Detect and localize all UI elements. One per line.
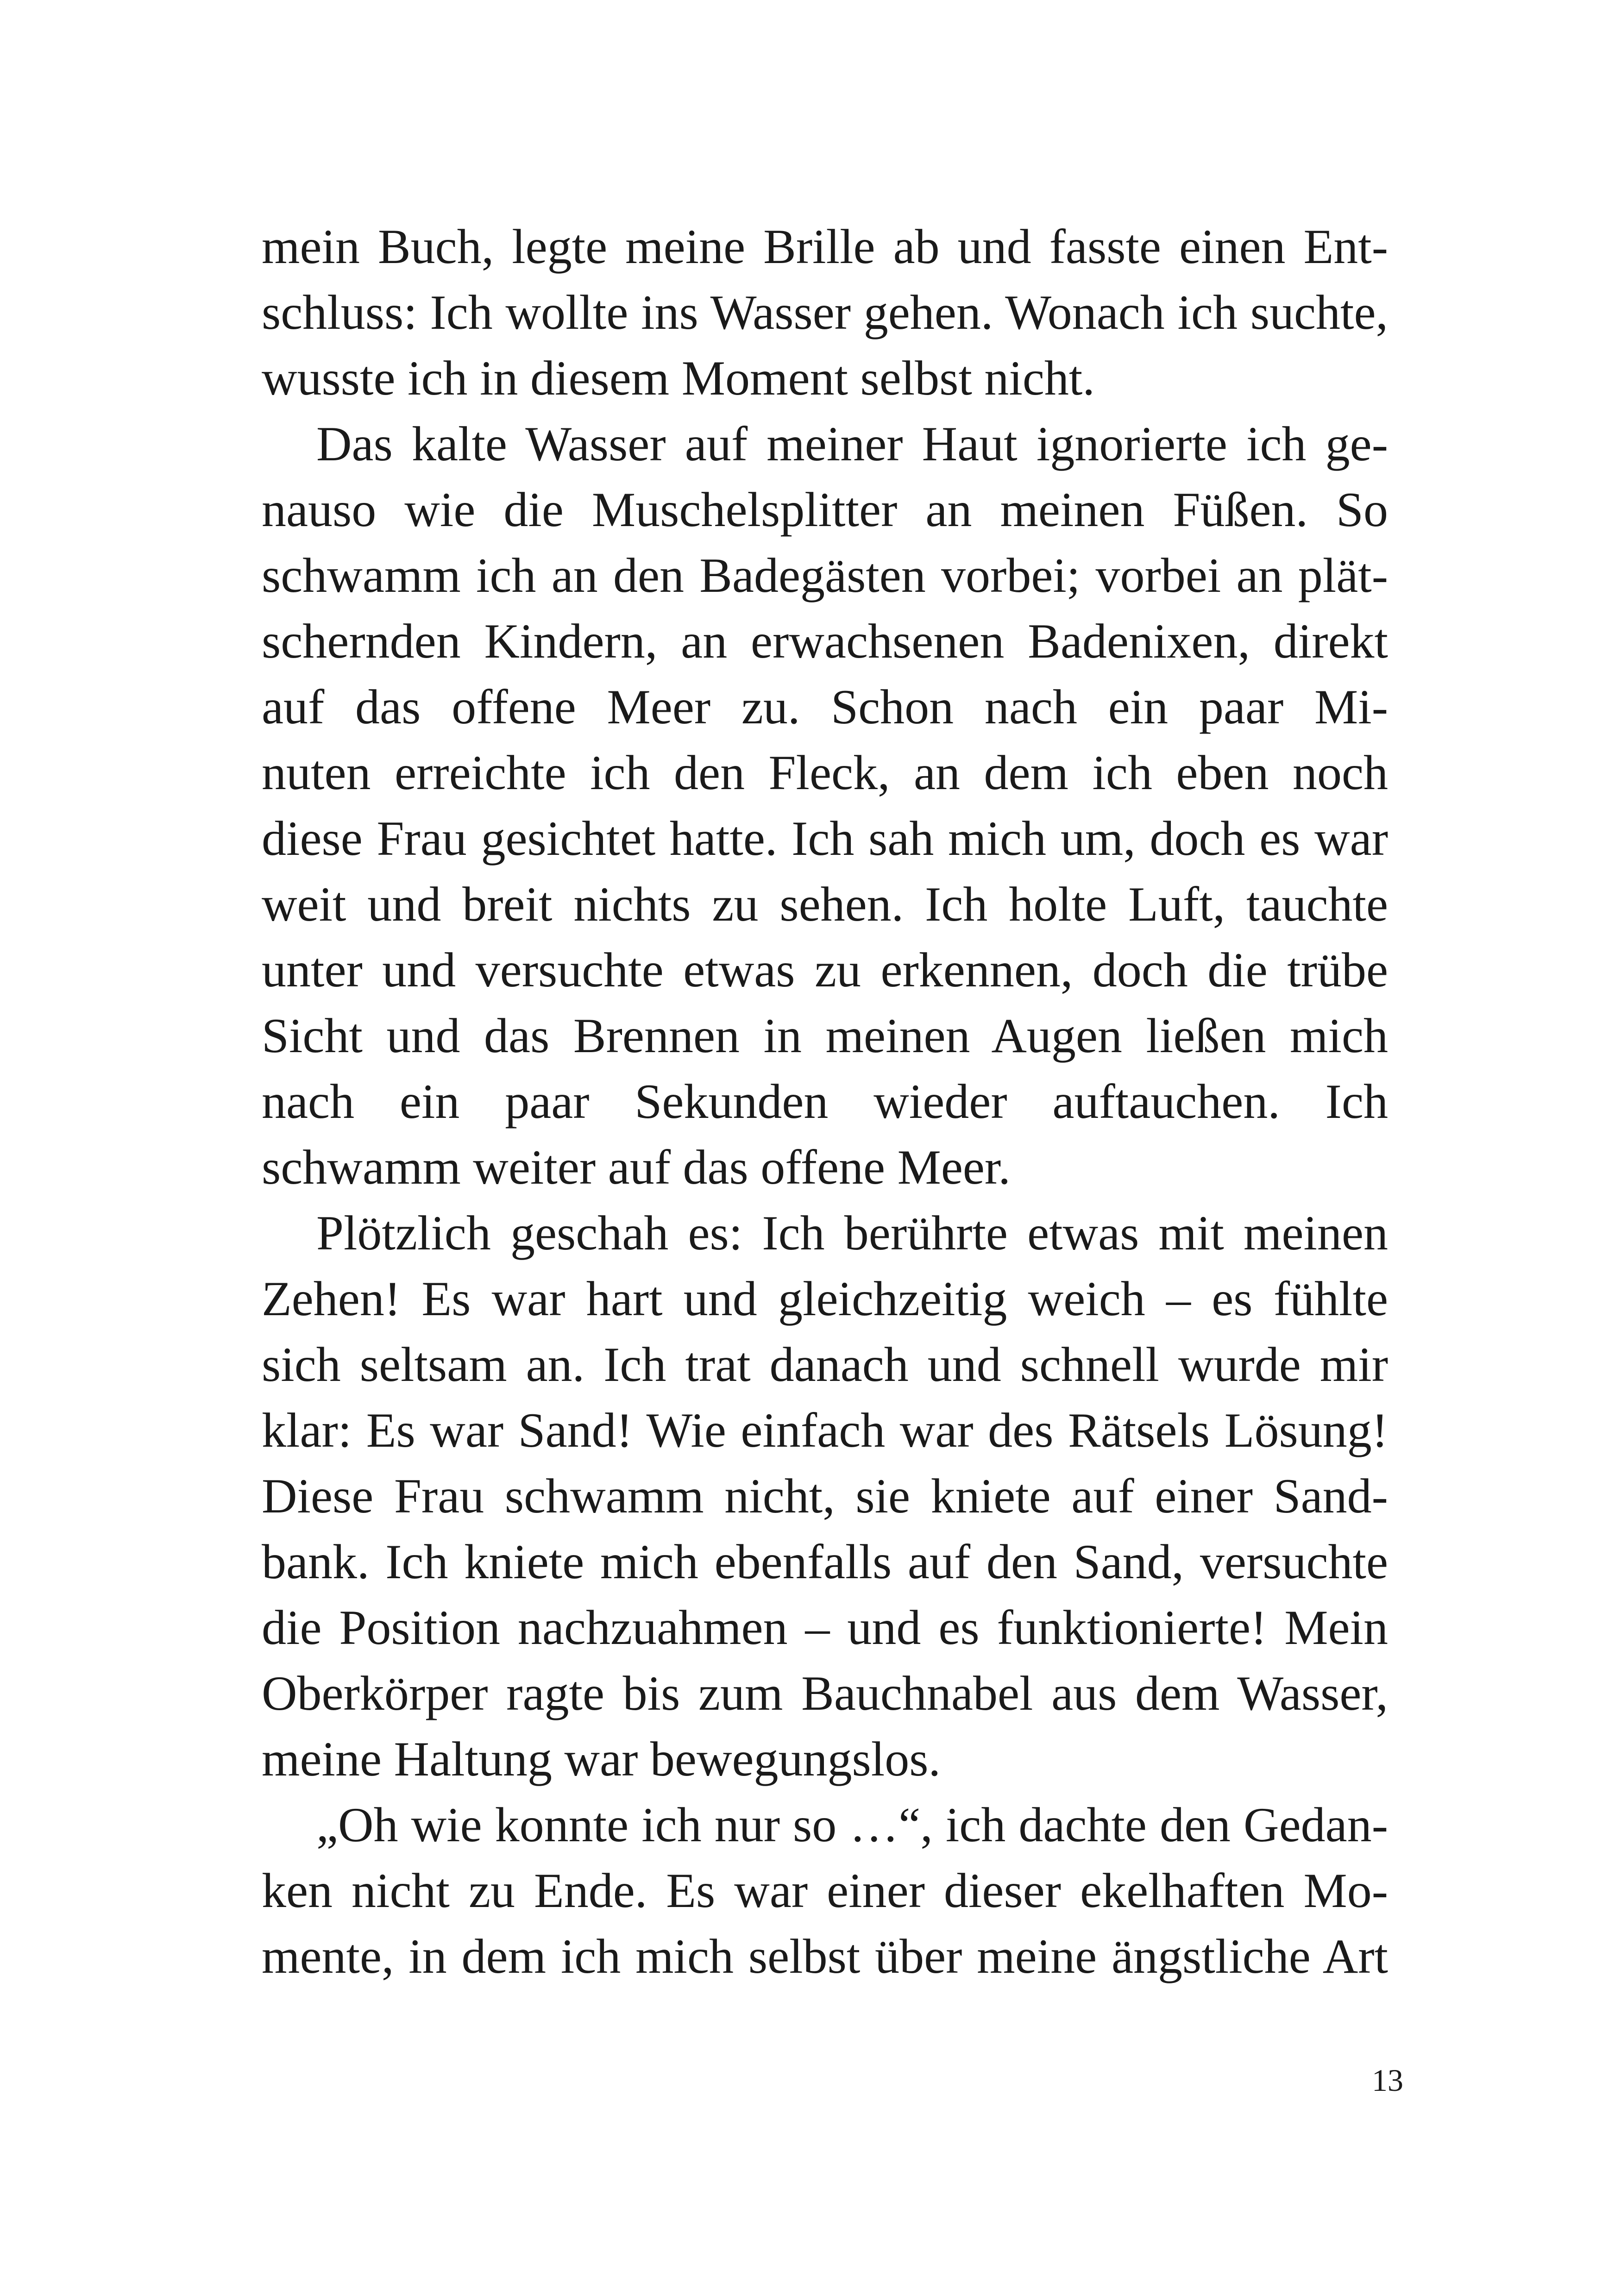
text-line: schernden Kindern, an erwachsenen Badenixen, direkt <box>262 614 1388 668</box>
text-line: schwamm weiter auf das offene Meer. <box>262 1140 1011 1194</box>
text-line: sich seltsam an. Ich trat danach und schnell wurde mir <box>262 1337 1388 1392</box>
text-line: „Oh wie konnte ich nur so …“, ich dachte den Gedan- <box>316 1798 1388 1852</box>
text-line: auf das offene Meer zu. Schon nach ein paar Mi- <box>262 680 1388 734</box>
body-text <box>262 214 1388 1989</box>
text-line: wusste ich in diesem Moment selbst nicht. <box>262 351 1095 405</box>
text-line: klar: Es war Sand! Wie einfach war des Rätsels Lösung! <box>262 1403 1388 1457</box>
text-line: Oberkörper ragte bis zum Bauchnabel aus dem Wasser, <box>262 1666 1388 1720</box>
text-line: Zehen! Es war hart und gleichzeitig weich – es fühlte <box>262 1272 1388 1326</box>
text-line: meine Haltung war bewegungslos. <box>262 1732 941 1786</box>
text-line: ken nicht zu Ende. Es war einer dieser ekelhaften Mo- <box>262 1863 1388 1918</box>
text-line: mein Buch, legte meine Brille ab und fasste einen Ent- <box>262 220 1388 274</box>
text-line: nauso wie die Muschelsplitter an meinen Füßen. So <box>262 483 1388 537</box>
text-line: Sicht und das Brennen in meinen Augen ließen mich <box>262 1009 1388 1063</box>
text-line: nuten erreichte ich den Fleck, an dem ich eben noch <box>262 746 1388 800</box>
text-line: die Position nachzuahmen – und es funktionierte! Mein <box>262 1600 1388 1655</box>
text-line: Diese Frau schwamm nicht, sie kniete auf einer Sand- <box>262 1469 1388 1523</box>
text-line: diese Frau gesichtet hatte. Ich sah mich um, doch es war <box>262 811 1388 866</box>
text-line: bank. Ich kniete mich ebenfalls auf den Sand, versuchte <box>262 1535 1388 1589</box>
page-number: 13 <box>1372 2063 1403 2098</box>
text-line: weit und breit nichts zu sehen. Ich holte Luft, tauchte <box>262 877 1388 931</box>
text-line: schluss: Ich wollte ins Wasser gehen. Wonach ich suchte, <box>262 285 1388 339</box>
text-line: nach ein paar Sekunden wieder auftauchen. Ich <box>262 1074 1388 1129</box>
text-line: unter und versuchte etwas zu erkennen, doch die trübe <box>262 943 1388 997</box>
text-line: Plötzlich geschah es: Ich berührte etwas mit meinen <box>316 1206 1388 1260</box>
text-line: schwamm ich an den Badegästen vorbei; vorbei an plät- <box>262 548 1388 602</box>
text-line: Das kalte Wasser auf meiner Haut ignorierte ich ge- <box>316 417 1388 471</box>
text-line: mente, in dem ich mich selbst über meine ängstliche Art <box>262 1929 1388 1983</box>
